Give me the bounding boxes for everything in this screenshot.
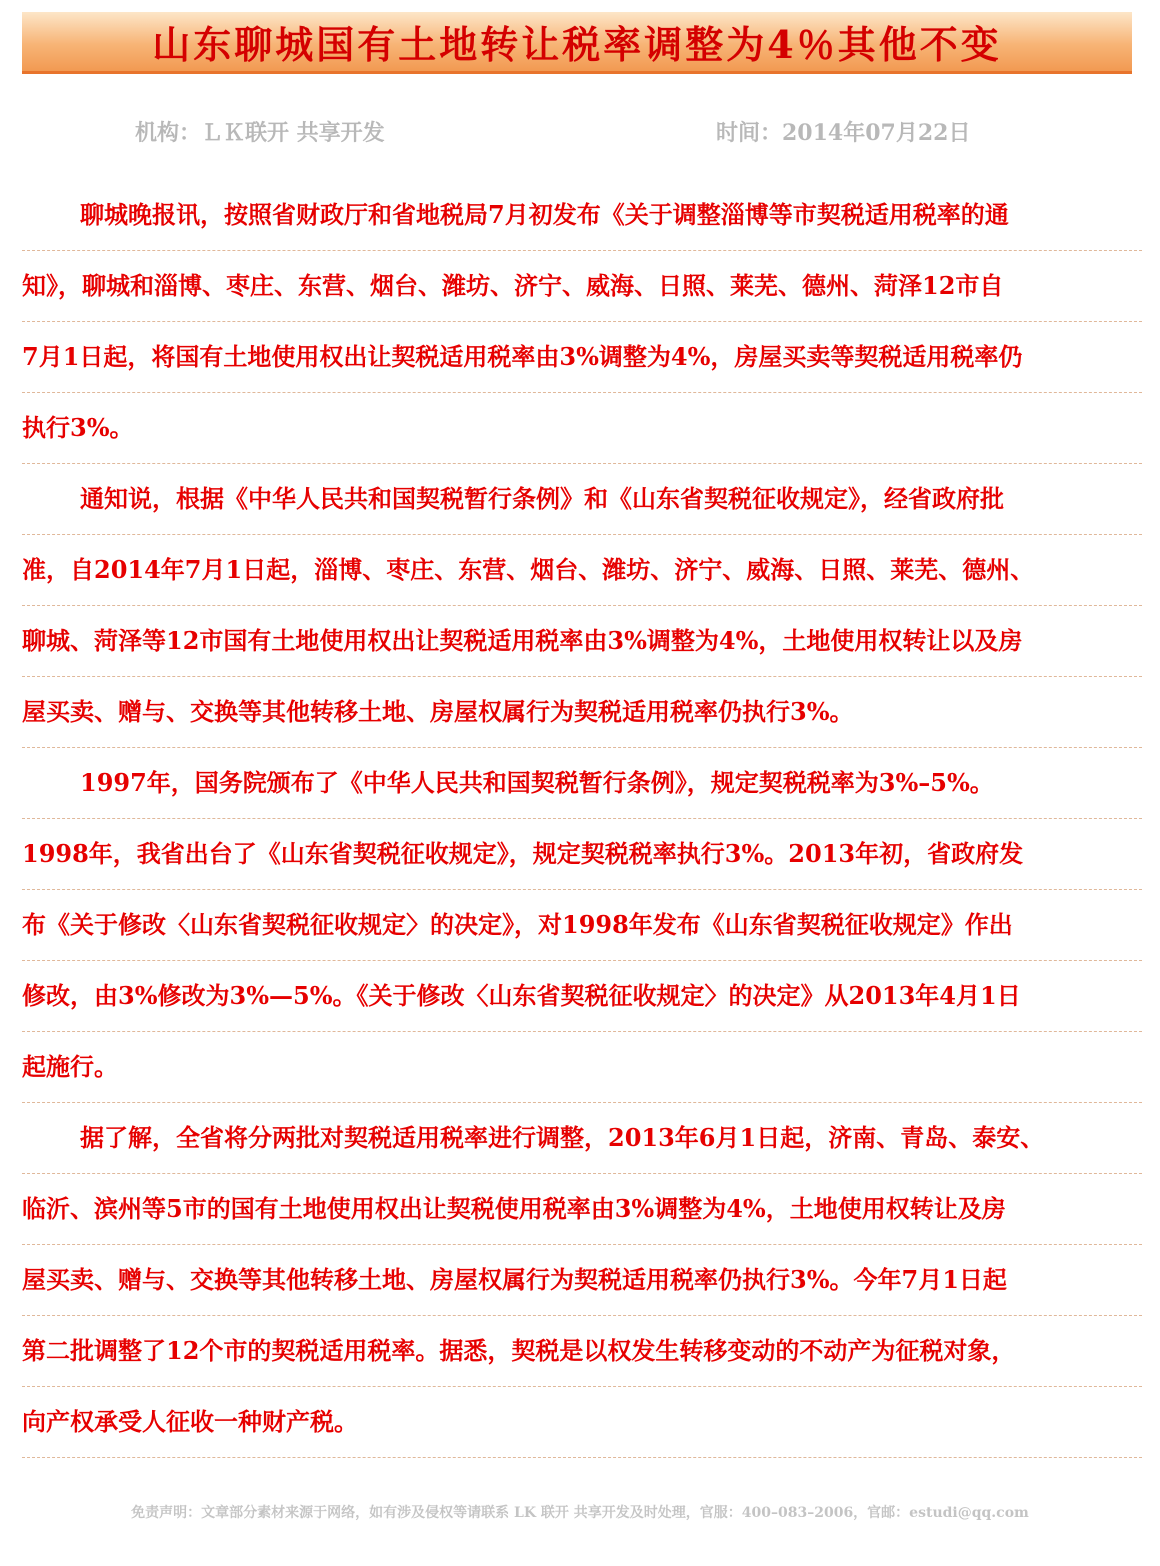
line-text: 屋买卖、赠与、交换等其他转移土地、房屋权属行为契税适用税率仍执行3%。 bbox=[22, 697, 854, 726]
article-line bbox=[22, 1032, 1142, 1103]
line-text: 聊城晚报讯，按照省财政厅和省地税局7月初发布《关于调整淄博等市契税适用税率的通 bbox=[80, 200, 1009, 229]
article-line bbox=[22, 748, 1142, 819]
line-text: 通知说，根据《中华人民共和国契税暂行条例》和《山东省契税征收规定》，经省政府批 bbox=[80, 484, 1004, 513]
article-line bbox=[22, 1387, 1142, 1458]
article-line bbox=[22, 819, 1142, 890]
line-text: 第二批调整了12个市的契税适用税率。据悉，契税是以权发生转移变动的不动产为征税对象， bbox=[22, 1336, 1016, 1365]
article-line bbox=[22, 961, 1142, 1032]
article-body bbox=[22, 180, 1142, 1458]
line-text: 1997年，国务院颁布了《中华人民共和国契税暂行条例》，规定契税税率为3%–5%。 bbox=[80, 768, 994, 797]
article-line bbox=[22, 322, 1142, 393]
line-text: 准，自2014年7月1日起，淄博、枣庄、东营、烟台、潍坊、济宁、威海、日照、莱芜、德州、 bbox=[22, 555, 1035, 584]
article-line bbox=[22, 464, 1142, 535]
article-line bbox=[22, 890, 1142, 961]
line-text: 向产权承受人征收一种财产税。 bbox=[22, 1407, 358, 1436]
article-line bbox=[22, 1316, 1142, 1387]
disclaimer-footer: 免责声明：文章部分素材来源于网络，如有涉及侵权等请联系 LK 联开 共享开发及时处理，官服：400–083–2006，官邮：estudi@qq.com bbox=[131, 1505, 1029, 1521]
title-banner bbox=[22, 12, 1132, 74]
line-text: 临沂、滨州等5市的国有土地使用权出让契税使用税率由3%调整为4%，土地使用权转让及房 bbox=[22, 1194, 1006, 1223]
article-line bbox=[22, 535, 1142, 606]
line-text: 起施行。 bbox=[22, 1052, 118, 1081]
article-line bbox=[22, 251, 1142, 322]
line-text: 聊城、菏泽等12市国有土地使用权出让契税适用税率由3%调整为4%，土地使用权转让以及房 bbox=[22, 626, 1023, 655]
line-text: 执行3%。 bbox=[22, 413, 134, 442]
article-line bbox=[22, 1174, 1142, 1245]
line-text: 1998年，我省出台了《山东省契税征收规定》，规定契税税率执行3%。2013年初，省政府发 bbox=[22, 839, 1024, 868]
publish-time: 时间：2014年07月22日 bbox=[716, 120, 971, 146]
article-line bbox=[22, 393, 1142, 464]
line-text: 知》，聊城和淄博、枣庄、东营、烟台、潍坊、济宁、威海、日照、莱芜、德州、菏泽12市自 bbox=[22, 271, 1004, 300]
line-text: 7月1日起，将国有土地使用权出让契税适用税率由3%调整为4%，房屋买卖等契税适用税率仍 bbox=[22, 342, 1023, 371]
article-line bbox=[22, 180, 1142, 251]
line-text: 屋买卖、赠与、交换等其他转移土地、房屋权属行为契税适用税率仍执行3%。今年7月1日起 bbox=[22, 1265, 1007, 1294]
line-text: 修改，由3%修改为3%—5%。《关于修改〈山东省契税征收规定〉的决定》从2013年4月1日 bbox=[22, 981, 1021, 1010]
line-text: 布《关于修改〈山东省契税征收规定〉的决定》，对1998年发布《山东省契税征收规定》作出 bbox=[22, 910, 1013, 939]
article-line bbox=[22, 606, 1142, 677]
line-text: 据了解，全省将分两批对契税适用税率进行调整，2013年6月1日起，济南、青岛、泰安、 bbox=[80, 1123, 1045, 1152]
page-title: 山东聊城国有土地转让税率调整为4％其他不变 bbox=[152, 22, 1002, 67]
source-org: 机构：ＬＫ联开 共享开发 bbox=[135, 120, 385, 146]
article-line bbox=[22, 677, 1142, 748]
article-line bbox=[22, 1245, 1142, 1316]
article-line bbox=[22, 1103, 1142, 1174]
